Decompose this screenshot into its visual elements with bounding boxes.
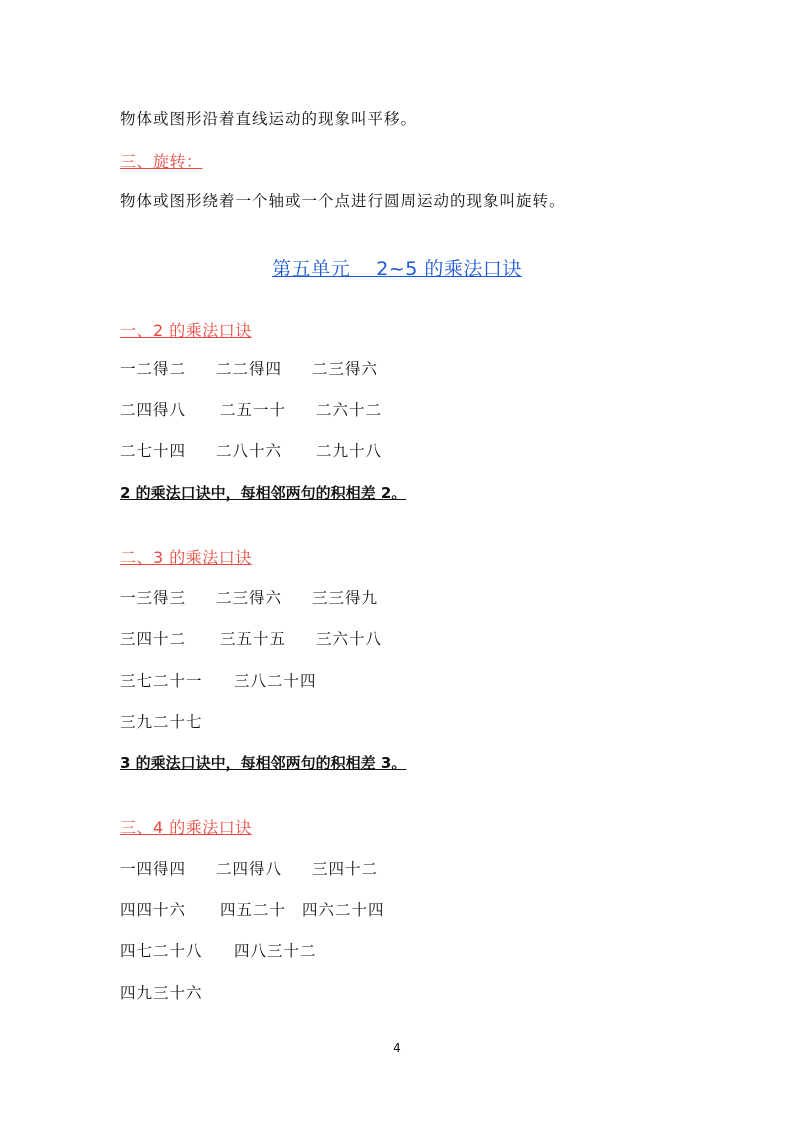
rhyme-item: 二二得四	[216, 360, 283, 378]
rhyme-item: 二八十六	[216, 442, 283, 460]
rhyme-item: 四六二十四	[302, 901, 385, 919]
rhyme-item: 二六十二	[316, 401, 383, 419]
rhyme-item: 三五十五	[220, 630, 287, 648]
rhyme-item: 三六十八	[316, 630, 383, 648]
section-heading-3: 二、3 的乘法口诀	[120, 548, 252, 567]
rhyme-item: 四八三十二	[234, 942, 317, 960]
section-summary-2: 2 的乘法口诀中，每相邻两句的积相差 2。	[120, 484, 407, 502]
rotation-definition: 物体或图形绕着一个轴或一个点进行圆周运动的现象叫旋转。	[120, 192, 566, 210]
section-heading-4: 三、4 的乘法口诀	[120, 818, 252, 837]
rhyme-item: 一三得三	[120, 589, 187, 607]
rhyme-item: 二九十八	[316, 442, 383, 460]
rhyme-item: 四五二十	[220, 901, 287, 919]
rhyme-item: 二三得六	[216, 589, 283, 607]
rhyme-item: 四七二十八	[120, 942, 203, 960]
translation-definition: 物体或图形沿着直线运动的现象叫平移。	[120, 110, 418, 128]
rhyme-item: 四四十六	[120, 901, 187, 919]
section-heading-2: 一、2 的乘法口诀	[120, 321, 252, 340]
rhyme-item: 二四得八	[120, 401, 187, 419]
rhyme-item: 四九三十六	[120, 984, 203, 1002]
rhyme-item: 三三得九	[312, 589, 379, 607]
rhyme-item: 二四得八	[216, 860, 283, 878]
unit-title: 第五单元 2~5 的乘法口诀	[272, 258, 522, 280]
rhyme-item: 二七十四	[120, 442, 187, 460]
rhyme-item: 二三得六	[312, 360, 379, 378]
rhyme-item: 三九二十七	[120, 713, 203, 731]
rhyme-item: 三四十二	[312, 860, 379, 878]
rotation-heading: 三、旋转：	[120, 152, 203, 171]
page-number: 4	[393, 1041, 401, 1055]
rhyme-item: 一二得二	[120, 360, 187, 378]
section-summary-3: 3 的乘法口诀中，每相邻两句的积相差 3。	[120, 754, 407, 772]
rhyme-item: 三四十二	[120, 630, 187, 648]
rhyme-item: 二五一十	[220, 401, 287, 419]
rhyme-item: 一四得四	[120, 860, 187, 878]
rhyme-item: 三七二十一	[120, 672, 203, 690]
rhyme-item: 三八二十四	[234, 672, 317, 690]
